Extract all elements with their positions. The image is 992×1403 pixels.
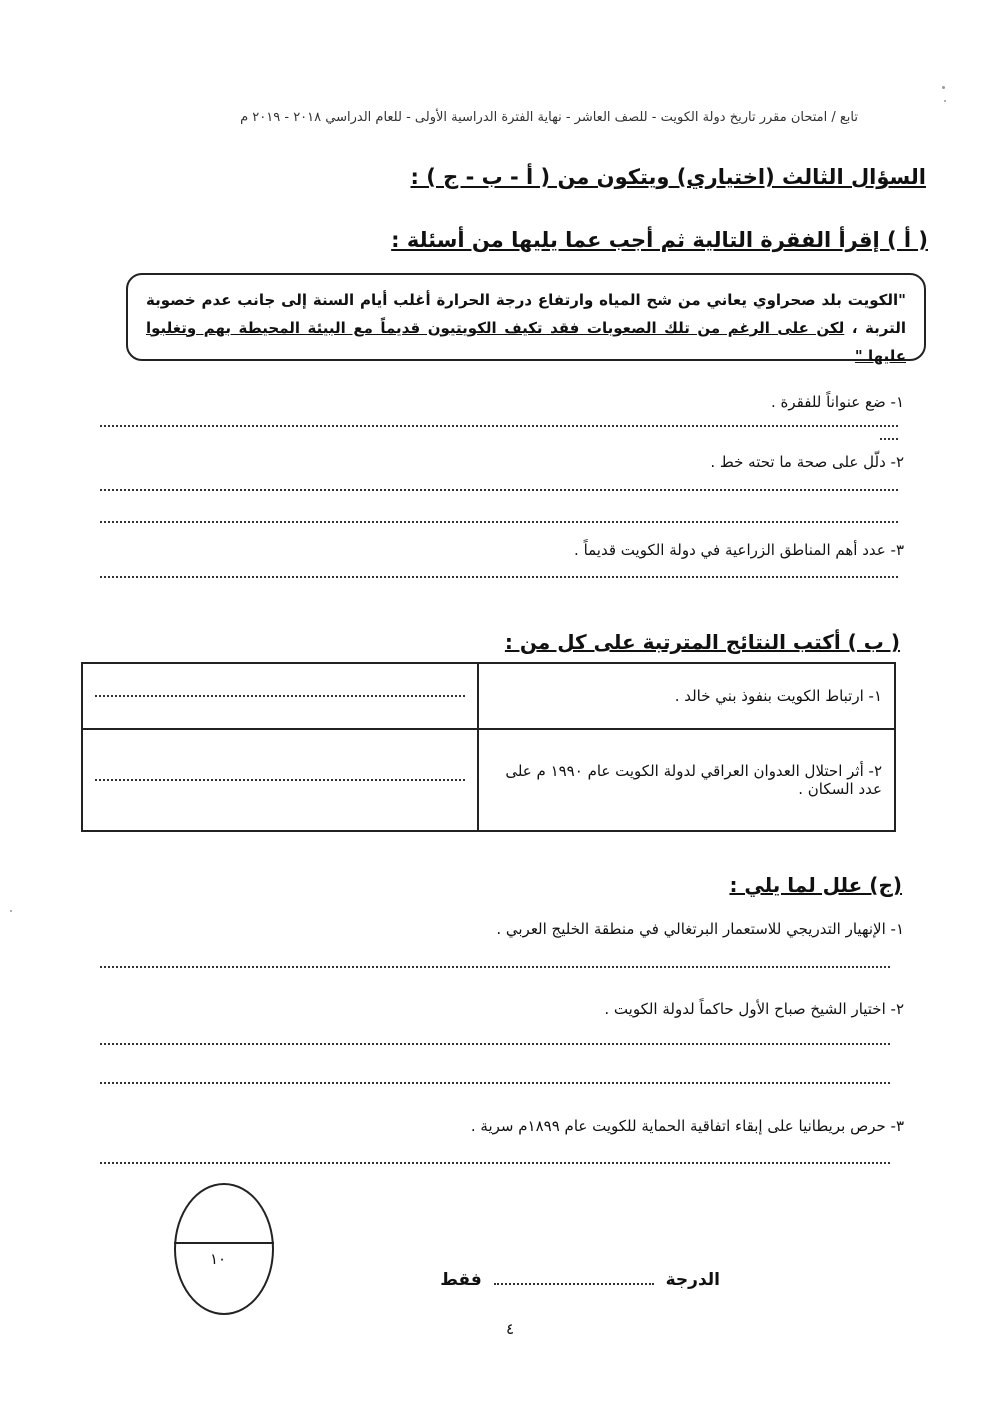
- section-title: السؤال الثالث (اختياري) ويتكون من ( أ - ب - ج ) :: [410, 165, 926, 189]
- scan-speck: [10, 910, 12, 912]
- scan-speck: [942, 86, 945, 89]
- answer-line[interactable]: [100, 576, 898, 578]
- table-cell-question: ٢- أثر احتلال العدوان العراقي لدولة الكويت عام ١٩٩٠ م على عدد السكان .: [478, 729, 895, 831]
- passage-box: [126, 273, 926, 365]
- scan-speck: [944, 100, 946, 102]
- table-cell-answer[interactable]: [82, 729, 478, 831]
- answer-line[interactable]: [100, 521, 898, 523]
- answer-line-end: [880, 438, 898, 440]
- part-a-question-1: ١- ضع عنواناً للفقرة .: [770, 393, 904, 411]
- grade-total: ١٠: [210, 1250, 227, 1268]
- part-b-title: ( ب ) أكتب النتائج المترتبة على كل من :: [504, 630, 900, 654]
- table-row: [82, 729, 895, 831]
- part-c-question-2: ٢- اختيار الشيخ صباح الأول حاكماً لدولة الكويت .: [604, 1000, 904, 1018]
- results-table: [81, 662, 896, 832]
- grade-line: [320, 1270, 720, 1290]
- answer-line[interactable]: [95, 779, 465, 781]
- part-a-question-3: ٣- عدد أهم المناطق الزراعية في دولة الكويت قديماً .: [574, 541, 904, 559]
- answer-line[interactable]: [100, 425, 898, 427]
- grade-label: الدرجة: [665, 1270, 720, 1290]
- answer-line[interactable]: [100, 1162, 890, 1164]
- passage-text: "الكويت بلد صحراوي يعاني من شح المياه وارتفاع درجة الحرارة أغلب أيام السنة إلى جانب عدم خصوبة التربة ،: [146, 291, 906, 337]
- part-a-question-2: ٢- دلّل على صحة ما تحته خط .: [710, 453, 904, 471]
- part-c-question-1: ١- الإنهيار التدريجي للاستعمار البرتغالي في منطقة الخليج العربي .: [496, 920, 904, 938]
- passage-underlined-text: لكن على الرغم من تلك الصعوبات فقد تكيف الكويتيون قديماً مع البيئة المحيطة بهم وتغلبوا عليها ": [146, 318, 906, 365]
- part-c-title: (ج) علل لما يلي :: [729, 873, 902, 897]
- answer-line[interactable]: [100, 966, 890, 968]
- exam-header: تابع / امتحان مقرر تاريخ دولة الكويت - للصف العاشر - نهاية الفترة الدراسية الأولى - للعام الدراسي ٢٠١٨ - ٢٠١٩ م: [240, 110, 858, 125]
- page-number: ٤: [506, 1320, 515, 1338]
- answer-line[interactable]: [95, 695, 465, 697]
- grade-suffix: فقط: [440, 1270, 482, 1290]
- answer-line[interactable]: [100, 1082, 890, 1084]
- table-cell-answer[interactable]: [82, 663, 478, 729]
- grade-blank[interactable]: [494, 1283, 654, 1285]
- grade-circle: [174, 1183, 274, 1315]
- grade-divider: [174, 1242, 274, 1244]
- table-cell-question: ١- ارتباط الكويت بنفوذ بني خالد .: [478, 663, 895, 729]
- part-a-title: ( أ ) إقرأ الفقرة التالية ثم أجب عما يليها من أسئلة :: [391, 228, 928, 252]
- answer-line[interactable]: [100, 1043, 890, 1045]
- table-row: [82, 663, 895, 729]
- part-c-question-3: ٣- حرص بريطانيا على إبقاء اتفاقية الحماية للكويت عام ١٨٩٩م سرية .: [470, 1117, 904, 1135]
- answer-line[interactable]: [100, 489, 898, 491]
